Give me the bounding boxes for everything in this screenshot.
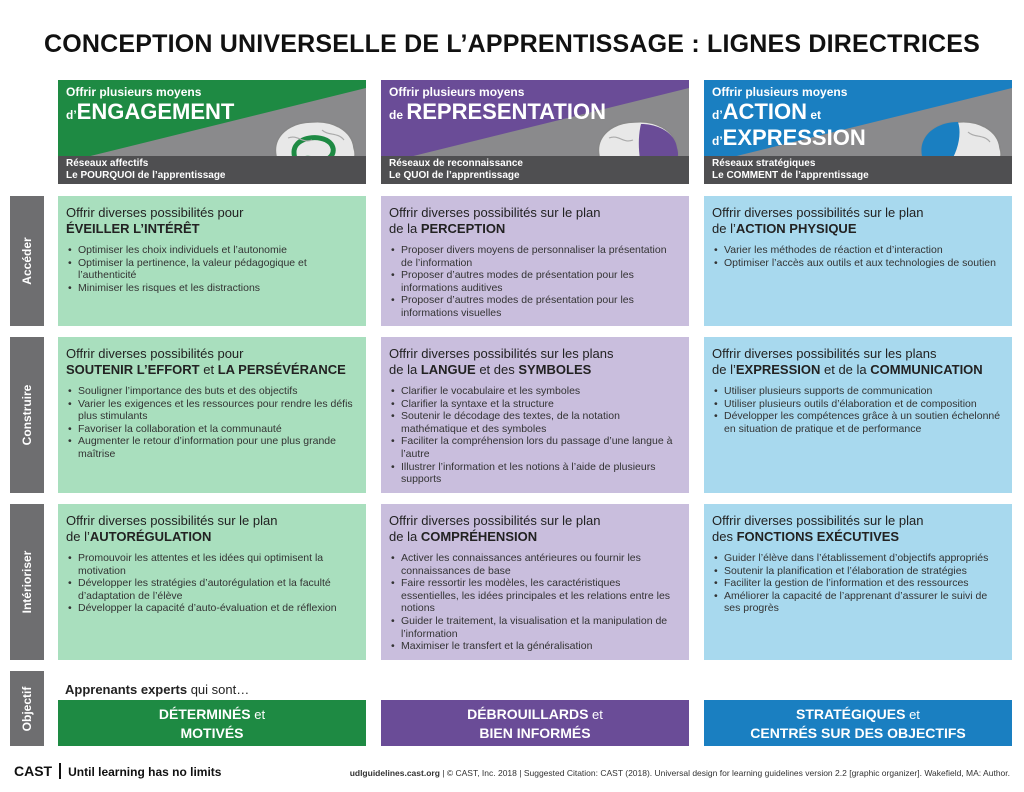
list-item: • Guider l’élève dans l’établissement d’objectifs appropriés [712, 552, 1004, 565]
cell-intro: Offrir diverses possibilités sur le plan [389, 205, 601, 220]
cell-list [712, 385, 1004, 435]
cell-langue-symboles [381, 337, 689, 493]
list-item: • Illustrer l’information et les notions à l’aide de plusieurs supports [389, 461, 681, 486]
row-label-construire: Construire [10, 337, 44, 493]
list-item: • Faciliter la compréhension lors du passage d’une langue à l’autre [389, 435, 681, 460]
tagline: Until learning has no limits [68, 765, 222, 779]
cell-heading: de l’AUTORÉGULATION [66, 529, 212, 544]
cell-fonctions-executives [704, 504, 1012, 660]
logo-divider [59, 763, 61, 779]
header-pre: Offrir plusieurs moyens [66, 85, 202, 99]
cell-intro: Offrir diverses possibilités sur le plan [712, 513, 924, 528]
header-engagement [58, 80, 366, 184]
header-title-line2: d’EXPRESSION [712, 125, 866, 150]
cell-list [389, 385, 681, 486]
list-item: • Optimiser l’accès aux outils et aux technologies de soutien [712, 257, 1004, 270]
experts-label: Apprenants experts qui sont… [65, 682, 250, 697]
cell-eveiller-interet [58, 196, 366, 326]
cell-heading: de la LANGUE et des SYMBOLES [389, 362, 592, 377]
cell-list [712, 244, 1004, 269]
cell-heading: de la PERCEPTION [389, 221, 506, 236]
cell-list [389, 552, 681, 653]
header-pre: Offrir plusieurs moyens [389, 85, 525, 99]
cell-intro: Offrir diverses possibilités sur le plan [712, 205, 924, 220]
cell-heading: des FONCTIONS EXÉCUTIVES [712, 529, 900, 544]
list-item: • Soutenir le décodage des textes, de la notation mathématique et des symboles [389, 410, 681, 435]
list-item: • Activer les connaissances antérieures ou fournir les connaissances de base [389, 552, 681, 577]
list-item: • Clarifier le vocabulaire et les symboles [389, 385, 681, 398]
cell-list [66, 552, 358, 615]
list-item: • Proposer d’autres modes de présentation pour les informations auditives [389, 269, 681, 294]
header-network: Réseaux de reconnaissance Le QUOI de l’apprentissage [389, 158, 523, 181]
cell-intro: Offrir diverses possibilités pour [66, 205, 244, 220]
header-representation [381, 80, 689, 184]
list-item: • Proposer d’autres modes de présentation pour les informations visuelles [389, 294, 681, 319]
cell-effort-perseverance [58, 337, 366, 493]
header-title: d’ENGAGEMENT [66, 99, 235, 124]
list-item: • Varier les méthodes de réaction et d’interaction [712, 244, 1004, 257]
cell-intro: Offrir diverses possibilités pour [66, 346, 244, 361]
list-item: • Développer les compétences grâce à un soutien échelonné en situation de pratique et de performance [712, 410, 1004, 435]
list-item: • Varier les exigences et les ressources pour rendre les défis plus stimulants [66, 398, 358, 423]
list-item: • Proposer divers moyens de personnaliser la présentation de l’information [389, 244, 681, 269]
list-item: • Clarifier la syntaxe et la structure [389, 398, 681, 411]
row-label-objectif: Objectif [10, 671, 44, 746]
list-item: • Minimiser les risques et les distractions [66, 282, 358, 295]
list-item: • Optimiser les choix individuels et l’autonomie [66, 244, 358, 257]
list-item: • Développer les stratégies d’autorégulation et la faculté d’adaptation de l’élève [66, 577, 358, 602]
cell-autoregulation [58, 504, 366, 660]
goal-representation: DÉBROUILLARDS et BIEN INFORMÉS [381, 700, 689, 746]
cell-intro: Offrir diverses possibilités sur le plan [66, 513, 278, 528]
cell-heading: de la COMPRÉHENSION [389, 529, 538, 544]
list-item: • Optimiser la pertinence, la valeur pédagogique et l’authenticité [66, 257, 358, 282]
cast-logo: CAST Until learning has no limits [14, 763, 222, 779]
header-title: de REPRESENTATION [389, 99, 606, 124]
list-item: • Faire ressortir les modèles, les caractéristiques essentielles, les idées principales et les relations entre les notions [389, 577, 681, 615]
list-item: • Améliorer la capacité de l’apprenant d’assurer le suivi de ses progrès [712, 590, 1004, 615]
list-item: • Souligner l’importance des buts et des objectifs [66, 385, 358, 398]
cell-list [66, 385, 358, 461]
row-label-interioriser: Intérioriser [10, 504, 44, 660]
header-pre: Offrir plusieurs moyens [712, 85, 848, 99]
citation: udlguidelines.cast.org | © CAST, Inc. 2018 | Suggested Citation: CAST (2018). Universal design for learning guidelines version 2.2 [graphic organizer]. Wakefield, MA: Author. [349, 768, 1010, 778]
cell-heading: SOUTENIR L’EFFORT et LA PERSÉVÉRANCE [66, 362, 346, 377]
cell-intro: Offrir diverses possibilités sur les plans [389, 346, 614, 361]
list-item: • Utiliser plusieurs outils d’élaboration et de composition [712, 398, 1004, 411]
cell-heading: de l’EXPRESSION et de la COMMUNICATION [712, 362, 983, 377]
list-item: • Augmenter le retour d’information pour une plus grande maîtrise [66, 435, 358, 460]
header-title-line1: d’ACTION et [712, 99, 822, 124]
cell-expression-communication [704, 337, 1012, 493]
list-item: • Utiliser plusieurs supports de communication [712, 385, 1004, 398]
cell-list [389, 244, 681, 320]
page-title: CONCEPTION UNIVERSELLE DE L’APPRENTISSAGE : LIGNES DIRECTRICES [43, 30, 981, 58]
cell-list [66, 244, 358, 294]
cell-perception [381, 196, 689, 326]
cell-intro: Offrir diverses possibilités sur le plan [389, 513, 601, 528]
list-item: • Maximiser le transfert et la généralisation [389, 640, 681, 653]
header-network: Réseaux affectifs Le POURQUOI de l’apprentissage [66, 158, 226, 181]
cell-action-physique [704, 196, 1012, 326]
list-item: • Faciliter la gestion de l’information et des ressources [712, 577, 1004, 590]
list-item: • Développer la capacité d’auto-évaluation et de réflexion [66, 602, 358, 615]
list-item: • Favoriser la collaboration et la communauté [66, 423, 358, 436]
cell-comprehension [381, 504, 689, 660]
cell-intro: Offrir diverses possibilités sur les plans [712, 346, 937, 361]
list-item: • Soutenir la planification et l’élaboration de stratégies [712, 565, 1004, 578]
goal-action-expression: STRATÉGIQUES et CENTRÉS SUR DES OBJECTIFS [704, 700, 1012, 746]
footer-url[interactable]: udlguidelines.cast.org [349, 768, 440, 778]
cell-heading: ÉVEILLER L’INTÉRÊT [66, 221, 200, 236]
header-action-expression [704, 80, 1012, 184]
header-network: Réseaux stratégiques Le COMMENT de l’apprentissage [712, 158, 869, 181]
cell-heading: de l’ACTION PHYSIQUE [712, 221, 857, 236]
cell-list [712, 552, 1004, 615]
list-item: • Promouvoir les attentes et les idées qui optimisent la motivation [66, 552, 358, 577]
goal-engagement: DÉTERMINÉS et MOTIVÉS [58, 700, 366, 746]
list-item: • Guider le traitement, la visualisation et la manipulation de l’information [389, 615, 681, 640]
row-label-acceder: Accéder [10, 196, 44, 326]
